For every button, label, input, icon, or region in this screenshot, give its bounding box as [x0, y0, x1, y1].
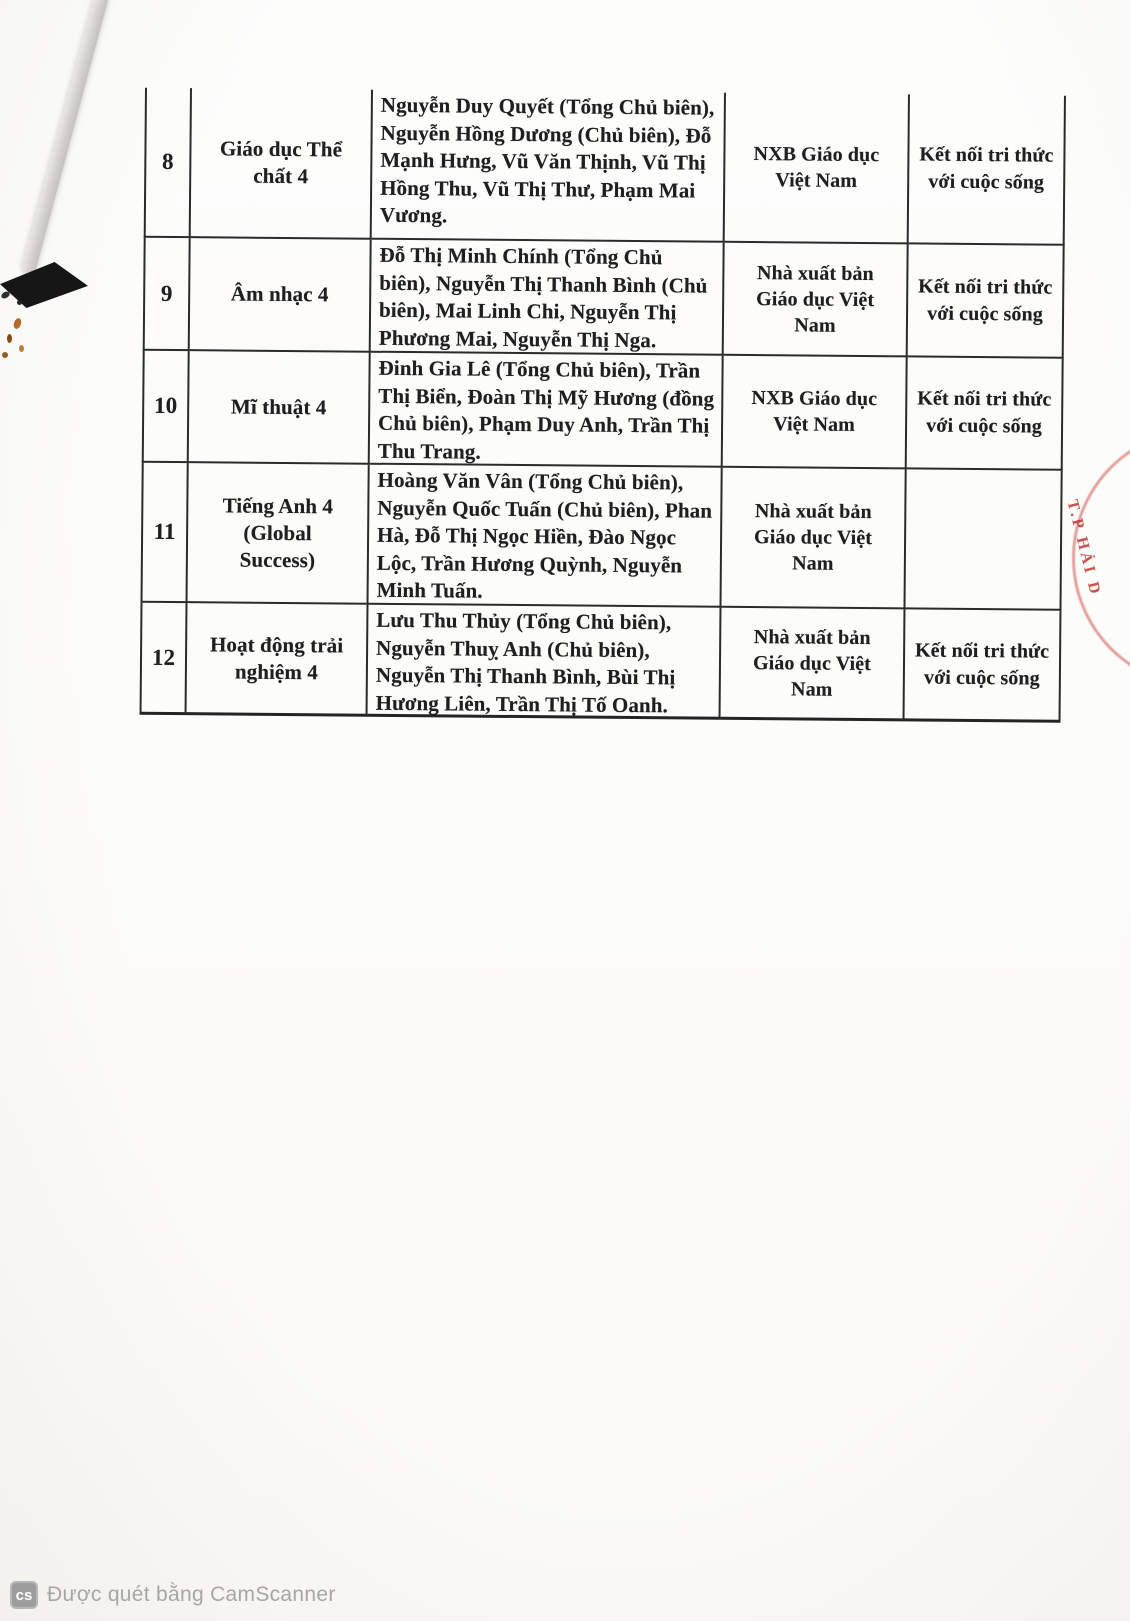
cell-book-title: Mĩ thuật 4 [189, 351, 371, 465]
cell-book-title: Tiếng Anh 4 (Global Success) [188, 463, 370, 605]
cell-series: Kết nối tri thức với cuộc sống [905, 609, 1062, 722]
camscanner-watermark [10, 1581, 336, 1609]
ink-speck [2, 352, 8, 358]
textbook-table [140, 88, 1066, 723]
stamp-text: T.P HẢI D [1063, 498, 1104, 599]
cell-book-title: Hoạt động trải nghiệm 4 [187, 603, 369, 717]
cell-book-title: Giáo dục Thể chất 4 [191, 88, 373, 240]
camscanner-icon: cs [10, 1581, 38, 1609]
pen-stick-shadow [21, 0, 110, 276]
ink-speck [7, 334, 12, 343]
cell-publisher: Nhà xuất bản Giáo dục Việt Nam [721, 608, 906, 722]
cell-series: Kết nối tri thức với cuộc sống [909, 94, 1066, 245]
cell-series-empty [905, 469, 1062, 610]
ink-speck [12, 317, 22, 330]
cell-series: Kết nối tri thức với cuộc sống [907, 357, 1064, 470]
cell-row-number: 12 [140, 603, 188, 715]
cell-row-number: 11 [141, 463, 189, 603]
cell-authors: Lưu Thu Thủy (Tổng Chủ biên), Nguyễn Thuỵ Anh (Chủ biên), Nguyễn Thị Thanh Bình, Bùi Thị Hương Liên, Trần Thị Tố Oanh. [368, 605, 722, 720]
cell-row-number: 10 [142, 351, 190, 463]
watermark-text: Được quét bằng CamScanner [47, 1583, 336, 1606]
ink-speck [17, 300, 22, 305]
cell-authors: Đinh Gia Lê (Tổng Chủ biên), Trần Thị Biển, Đoàn Thị Mỹ Hương (đồng Chủ biên), Phạm Duy Anh, Trần Thị Thu Trang. [370, 353, 724, 468]
pen-tip-mark [0, 262, 88, 308]
cell-publisher: NXB Giáo dục Việt Nam [725, 93, 910, 245]
ink-speck [19, 345, 24, 352]
cell-publisher: Nhà xuất bản Giáo dục Việt Nam [724, 243, 909, 358]
ink-speck [0, 290, 11, 300]
cell-book-title: Âm nhạc 4 [190, 238, 372, 353]
cell-series: Kết nối tri thức với cuộc sống [908, 244, 1065, 358]
cell-authors: Đỗ Thị Minh Chính (Tổng Chủ biên), Nguyễn Thị Thanh Bình (Chủ biên), Mai Linh Chi, Nguyễn Thị Phương Mai, Nguyễn Thị Nga. [371, 240, 725, 356]
cell-publisher: Nhà xuất bản Giáo dục Việt Nam [721, 468, 906, 610]
cell-row-number: 9 [143, 238, 191, 351]
cell-publisher: NXB Giáo dục Việt Nam [723, 356, 908, 470]
cell-authors: Nguyễn Duy Quyết (Tổng Chủ biên), Nguyễn Hồng Dương (Chủ biên), Đỗ Mạnh Hưng, Vũ Văn Thịnh, Vũ Thị Hồng Thu, Vũ Thị Thư, Phạm Mai Vương. [372, 90, 726, 243]
cell-row-number: 8 [144, 88, 192, 238]
cell-authors: Hoàng Văn Vân (Tổng Chủ biên), Nguyễn Quốc Tuấn (Chủ biên), Phan Hà, Đỗ Thị Ngọc Hiền, Đào Ngọc Lộc, Trần Hương Quỳnh, Nguyễn Minh Tuấn. [368, 465, 722, 608]
